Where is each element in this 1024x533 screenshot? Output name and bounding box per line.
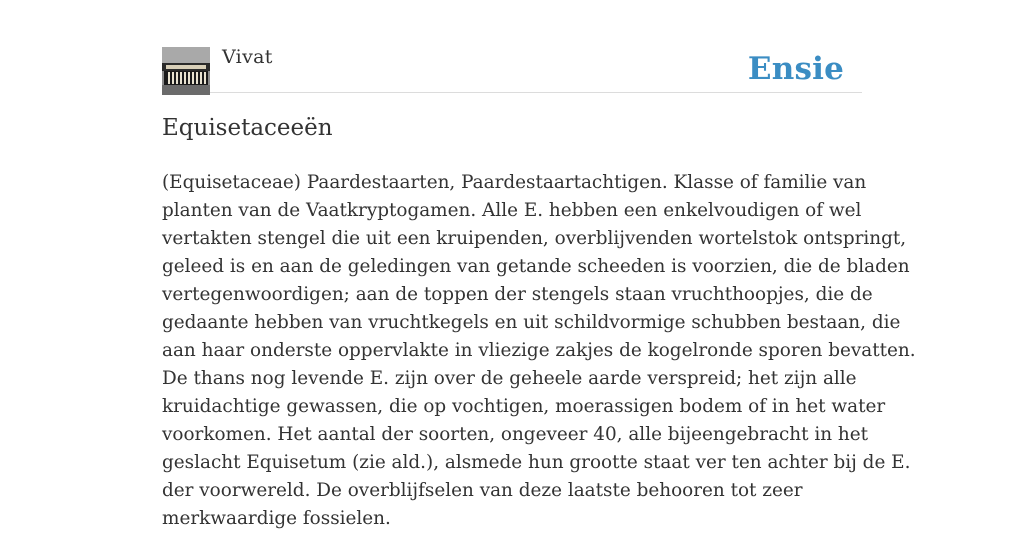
- body-line: planten van de Vaatkryptogamen. Alle E. hebben een enkelvoudigen of wel: [162, 200, 862, 221]
- body-line: der voorwereld. De overblijfselen van deze laatste behooren tot zeer: [162, 480, 803, 501]
- site-logo[interactable]: Ensie: [747, 51, 844, 87]
- body-line: aan haar onderste oppervlakte in vliezige zakjes de kogelronde sporen bevatten.: [162, 340, 916, 361]
- article-body: [162, 169, 916, 533]
- header: [162, 46, 862, 93]
- avatar-image: [162, 47, 210, 95]
- body-line: gedaante hebben van vruchtkegels en uit schildvormige schubben bestaan, die: [162, 312, 901, 333]
- avatar[interactable]: [162, 47, 210, 95]
- body-line: kruidachtige gewassen, die op vochtigen, moerassigen bodem of in het water: [162, 396, 886, 417]
- article-title: Equisetaceeën: [162, 115, 333, 141]
- body-line: geleed is en aan de geledingen van getande scheeden is voorzien, die de bladen: [162, 256, 910, 277]
- body-line: vertakten stengel die uit een kruipenden, overblijvenden wortelstok ontspringt,: [162, 228, 907, 249]
- body-line: voorkomen. Het aantal der soorten, ongeveer 40, alle bijeengebracht in het: [162, 424, 869, 445]
- body-line: vertegenwoordigen; aan de toppen der stengels staan vruchthoopjes, die de: [162, 284, 873, 305]
- body-line: De thans nog levende E. zijn over de geheele aarde verspreid; het zijn alle: [162, 368, 857, 389]
- body-line: merkwaardige fossielen.: [162, 508, 391, 529]
- author-name[interactable]: Vivat: [222, 46, 273, 68]
- body-line: (Equisetaceae) Paardestaarten, Paardestaartachtigen. Klasse of familie van: [162, 172, 867, 193]
- body-line: geslacht Equisetum (zie ald.), alsmede hun grootte staat ver ten achter bij de E.: [162, 452, 911, 473]
